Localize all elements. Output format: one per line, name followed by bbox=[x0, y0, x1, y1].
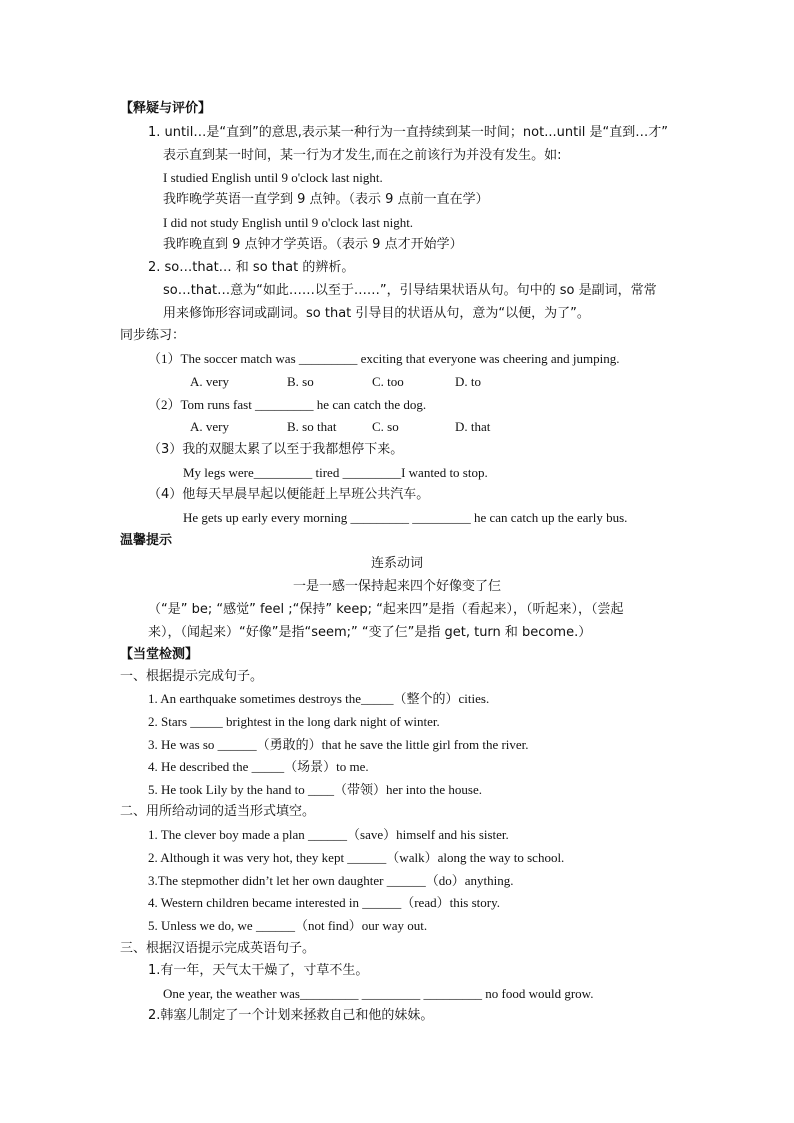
q1-option-d: D. to bbox=[455, 374, 481, 389]
part3-item1-chinese: 1.有一年，天气太干燥了，寸草不生。 bbox=[148, 963, 369, 978]
part1-item: 5. He took Lily by the hand to ____（带领）her into the house. bbox=[148, 782, 482, 797]
example1-chinese: 我昨晚学英语一直学到 9 点钟。（表示 9 点前一直在学） bbox=[163, 192, 489, 207]
item1-line1: 1. until…是“直到”的意思,表示某一种行为一直持续到某一时间；not...until 是“直到…才” bbox=[148, 125, 669, 140]
practice-q3-chinese: （3）我的双腿太累了以至于我都想停下来。 bbox=[148, 442, 404, 457]
tips-note-line2: 来），（闻起来）“好像”是指“seem;” “变了仨”是指 get, turn 和 become.） bbox=[148, 625, 592, 640]
part3-item2-chinese: 2.韩塞儿制定了一个计划来拯救自己和他的妹妹。 bbox=[148, 1008, 434, 1023]
part1-item: 1. An earthquake sometimes destroys the_____（整个的）cities. bbox=[148, 691, 490, 706]
tips-note-line1: （“是” be; “感觉” feel ;“保持” keep; “起来四”是指（看起来），（听起来），（尝起 bbox=[148, 602, 624, 617]
practice-q1: （1）The soccer match was _________ exciting that everyone was cheering and jumping. bbox=[148, 351, 620, 366]
item2-title: 2. so…that… 和 so that 的辨析。 bbox=[148, 260, 355, 275]
part2-item: 3.The stepmother didn’t let her own daughter ______（do）anything. bbox=[148, 873, 514, 888]
part1-item: 3. He was so ______（勇敢的）that he save the little girl from the river. bbox=[148, 737, 529, 752]
practice-q3-english: My legs were_________ tired _________I wanted to stop. bbox=[183, 465, 488, 480]
q2-option-a: A. very bbox=[190, 419, 229, 434]
tips-mnemonic: 一是一感一保持起来四个好像变了仨 bbox=[292, 579, 501, 594]
section-heading-classroom-test: 【当堂检测】 bbox=[120, 647, 199, 662]
q1-option-c: C. too bbox=[372, 374, 404, 389]
part2-item: 1. The clever boy made a plan ______（save）himself and his sister. bbox=[148, 827, 509, 842]
example1-english: I studied English until 9 o'clock last night. bbox=[163, 170, 383, 185]
q2-option-b: B. so that bbox=[287, 419, 337, 434]
practice-q4-chinese: （4）他每天早晨早起以便能赶上早班公共汽车。 bbox=[148, 487, 430, 502]
practice-q2: （2）Tom runs fast _________ he can catch the dog. bbox=[148, 397, 427, 412]
q1-option-a: A. very bbox=[190, 374, 229, 389]
item2-line1: so…that…意为“如此……以至于……”，引导结果状语从句。句中的 so 是副词，常常 bbox=[163, 283, 657, 298]
part3-item1-english: One year, the weather was_________ _________ _________ no food would grow. bbox=[163, 986, 594, 1001]
part1-item: 4. He described the _____（场景）to me. bbox=[148, 759, 369, 774]
q1-option-b: B. so bbox=[287, 374, 314, 389]
example2-english: I did not study English until 9 o'clock last night. bbox=[163, 215, 414, 230]
part3-title: 三、根据汉语提示完成英语句子。 bbox=[120, 941, 316, 956]
q2-option-c: C. so bbox=[372, 419, 399, 434]
practice-q4-english: He gets up early every morning _________ _________ he can catch up the early bus. bbox=[183, 510, 628, 525]
tips-title: 连系动词 bbox=[370, 556, 423, 571]
item1-line2: 表示直到某一时间，某一行为才发生,而在之前该行为并没有发生。如: bbox=[163, 148, 562, 163]
part1-title: 一、根据提示完成句子。 bbox=[120, 669, 264, 684]
part1-item: 2. Stars _____ brightest in the long dark night of winter. bbox=[148, 714, 440, 729]
item2-line2: 用来修饰形容词或副词。so that 引导目的状语从句，意为“以便，为了”。 bbox=[163, 306, 590, 321]
practice-title: 同步练习： bbox=[120, 328, 186, 343]
part2-item: 5. Unless we do, we ______（not find）our way out. bbox=[148, 918, 428, 933]
part2-item: 2. Although it was very hot, they kept ______（walk）along the way to school. bbox=[148, 850, 565, 865]
example2-chinese: 我昨晚直到 9 点钟才学英语。（表示 9 点才开始学） bbox=[163, 237, 463, 252]
section-heading-explanation: 【释疑与评价】 bbox=[120, 101, 212, 116]
q2-option-d: D. that bbox=[455, 419, 491, 434]
part2-item: 4. Western children became interested in ______（read）this story. bbox=[148, 895, 501, 910]
tips-heading: 温馨提示 bbox=[120, 533, 173, 548]
part2-title: 二、用所给动词的适当形式填空。 bbox=[120, 804, 316, 819]
